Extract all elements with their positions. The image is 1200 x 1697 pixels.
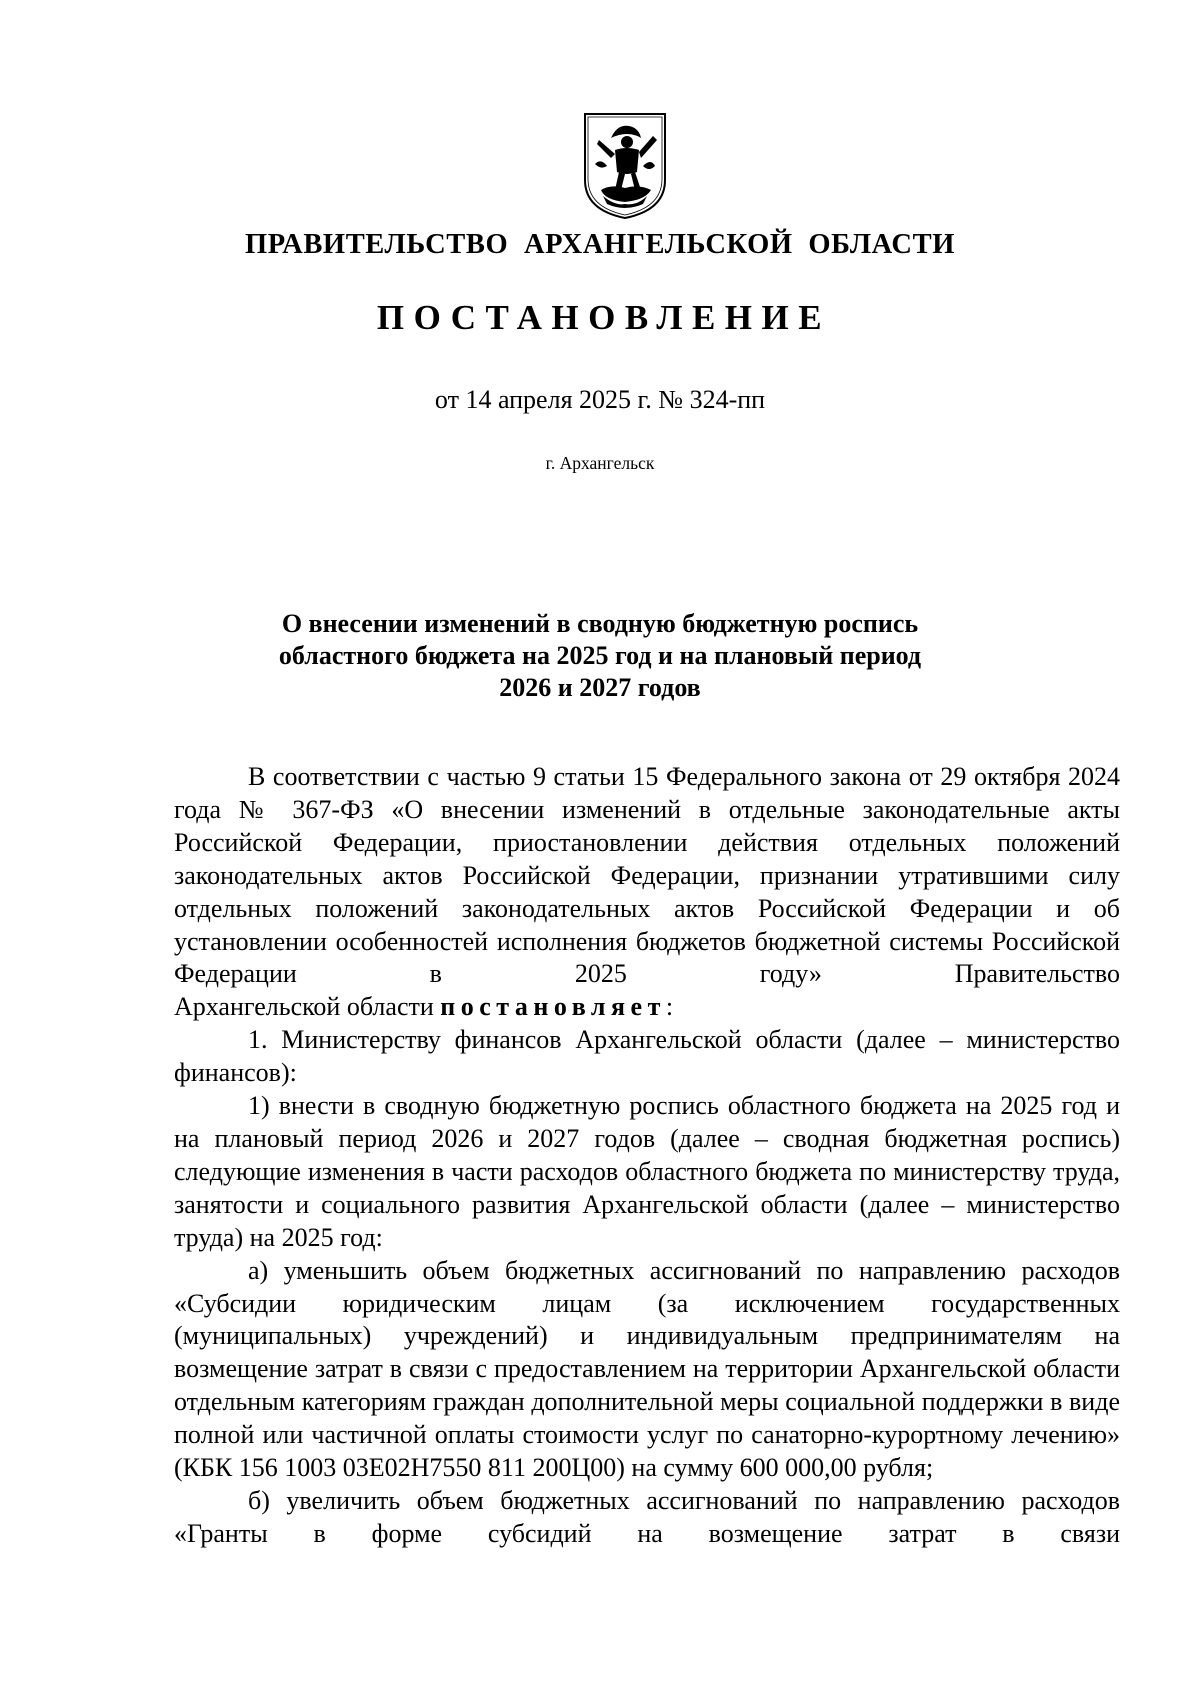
clause-a-paragraph: а) уменьшить объем бюджетных ассигнований по направлению расходов «Субсидии юридическим лицам (за исключением государственных (муниципальных) учреждений) и индивидуальным предпринимателям на возмещение затрат в связи с предоставлением на территории Архангельской области отдельным категориям граждан дополнительной меры социальной поддержки в виде полной или частичной оплаты стоимости услуг по санаторно-курортному лечению» (КБК 156 1003 03Е02Н7550 811 200Ц00) на сумму 600 000,00 рубля; (174, 1255, 1121, 1483)
title-line: О внесении изменений в сводную бюджетную роспись (281, 609, 919, 638)
document-body (174, 761, 1120, 1551)
organization-name: ПРАВИТЕЛЬСТВО АРХАНГЕЛЬСКОЙ ОБЛАСТИ (245, 229, 955, 260)
clause-b-paragraph: б) увеличить объем бюджетных ассигнований по направлению расходов «Гранты в форме субсидий на возмещение затрат в связи (174, 1485, 1120, 1548)
document-title (0, 608, 1200, 704)
preamble-paragraph: В соответствии с частью 9 статьи 15 Федерального закона от 29 октября 2024 года № 367-ФЗ «О внесении изменений в отдельные законодательные акты Российской Федерации, приостановлении действия отдельных положений законодательных актов Российской Федерации, признании утратившими силу отдельных положений законодательных актов Российской Федерации и об установлении особенностей исполнения бюджетов бюджетной системы Российской Федерации в 2025 году» Правительство (174, 762, 1121, 989)
clause-1-1-paragraph: 1) внести в сводную бюджетную роспись областного бюджета на 2025 год и на плановый период 2026 и 2027 годов (далее – сводная бюджетная роспись) следующие изменения в части расходов областного бюджета по министерству труда, занятости и социального развития Архангельской области (далее – министерство труда) на 2025 год: (174, 1091, 1121, 1252)
document-date-number: от 14 апреля 2025 г. № 324-пп (434, 385, 766, 414)
coat-of-arms-icon (581, 110, 669, 222)
document-city: г. Архангельск (545, 453, 655, 473)
resolves-word: постановляет (440, 992, 666, 1022)
title-line: областного бюджета на 2025 год и на плановый период (278, 641, 922, 670)
clause-1-paragraph: 1. Министерству финансов Архангельской области (далее – министерство финансов): (174, 1025, 1120, 1088)
document-type: ПОСТАНОВЛЕНИЕ (376, 298, 832, 337)
title-line: 2026 и 2027 годов (499, 673, 701, 702)
preamble-closing-line: Архангельской области постановляет: (174, 992, 674, 1022)
